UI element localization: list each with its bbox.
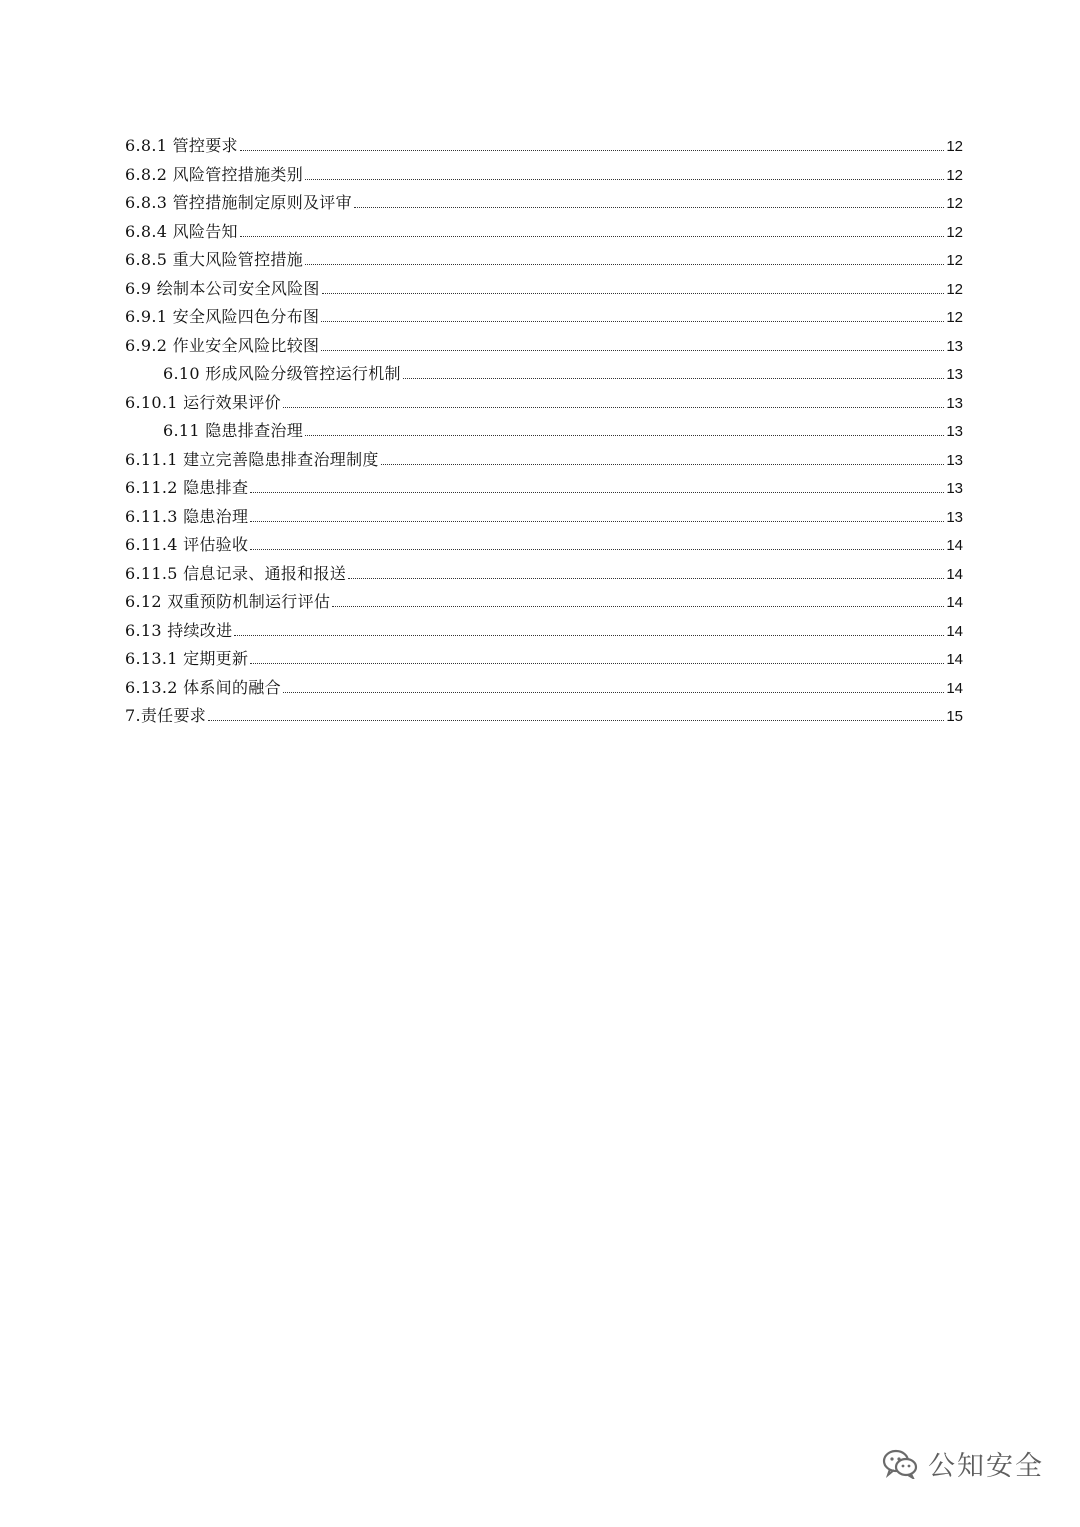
toc-entry-title: 6.11.2 隐患排查 [125, 478, 249, 497]
toc-leader-dots [250, 492, 944, 493]
toc-leader-dots [321, 350, 944, 351]
watermark-text: 公知安全 [928, 1451, 1044, 1482]
toc-entry-page: 12 [946, 252, 963, 269]
toc-entry-6-10-1[interactable] [125, 389, 963, 418]
toc-entry-page: 14 [946, 622, 963, 640]
toc-entry-page: 12 [946, 309, 963, 326]
toc-entry-page: 13 [946, 366, 963, 383]
toc-entry-6-10[interactable] [125, 360, 963, 389]
toc-entry-6-8-3[interactable] [125, 189, 963, 218]
toc-leader-dots [403, 378, 945, 379]
toc-leader-dots [250, 521, 944, 522]
toc-leader-dots [305, 264, 944, 265]
toc-entry-6-11-2[interactable] [125, 474, 963, 503]
toc-entry-6-8-4[interactable] [125, 218, 963, 247]
toc-entry-page: 13 [946, 508, 963, 526]
toc-entry-page: 14 [946, 594, 963, 611]
toc-leader-dots [305, 435, 944, 436]
toc-entry-title: 6.11 隐患排查治理 [163, 421, 304, 440]
toc-entry-title: 6.9.2 作业安全风险比较图 [125, 335, 320, 355]
toc-entry-6-11-1[interactable] [125, 446, 963, 475]
toc-entry-title: 6.11.3 隐患治理 [125, 506, 249, 526]
toc-entry-6-8-2[interactable] [125, 161, 963, 190]
toc-entry-title: 6.9 绘制本公司安全风险图 [125, 278, 320, 298]
toc-entry-title: 6.13 持续改进 [125, 620, 233, 640]
toc-entry-title: 6.8.5 重大风险管控措施 [125, 250, 303, 269]
toc-entry-title: 6.9.1 安全风险四色分布图 [125, 307, 320, 326]
toc-leader-dots [283, 407, 944, 408]
toc-entry-title: 6.11.5 信息记录、通报和报送 [125, 563, 347, 583]
toc-leader-dots [348, 578, 944, 579]
toc-entry-6-11[interactable] [125, 417, 963, 446]
toc-entry-page: 13 [946, 394, 963, 412]
toc-entry-page: 15 [946, 708, 963, 725]
toc-entry-page: 12 [946, 166, 963, 184]
toc-entry-6-8-5[interactable] [125, 246, 963, 275]
toc-entry-page: 12 [946, 138, 963, 155]
toc-entry-page: 12 [946, 195, 963, 212]
toc-leader-dots [381, 464, 945, 465]
toc-entry-title: 7.责任要求 [125, 706, 207, 725]
toc-entry-title: 6.8.1 管控要求 [125, 136, 238, 155]
wechat-icon [882, 1449, 918, 1479]
toc-entry-title: 6.10.1 运行效果评价 [125, 392, 281, 412]
toc-entry-page: 12 [946, 223, 963, 241]
toc-leader-dots [332, 606, 944, 607]
table-of-contents [125, 132, 963, 731]
toc-entry-6-13-1[interactable] [125, 645, 963, 674]
toc-entry-title: 6.11.4 评估验收 [125, 535, 249, 554]
toc-entry-6-9-1[interactable] [125, 303, 963, 332]
toc-entry-title: 6.8.4 风险告知 [125, 221, 238, 241]
toc-entry-title: 6.8.2 风险管控措施类别 [125, 164, 303, 184]
toc-leader-dots [354, 207, 944, 208]
toc-entry-7[interactable] [125, 702, 963, 731]
toc-entry-6-9[interactable] [125, 275, 963, 304]
toc-leader-dots [208, 720, 944, 721]
toc-entry-6-11-4[interactable] [125, 531, 963, 560]
toc-entry-page: 13 [946, 423, 963, 440]
toc-entry-title: 6.8.3 管控措施制定原则及评审 [125, 193, 352, 212]
toc-leader-dots [283, 692, 944, 693]
toc-entry-page: 14 [946, 565, 963, 583]
toc-entry-title: 6.11.1 建立完善隐患排查治理制度 [125, 449, 379, 469]
toc-leader-dots [240, 150, 945, 151]
toc-entry-page: 13 [946, 480, 963, 497]
toc-entry-title: 6.12 双重预防机制运行评估 [125, 592, 331, 611]
toc-entry-6-11-5[interactable] [125, 560, 963, 589]
toc-leader-dots [250, 663, 944, 664]
toc-entry-title: 6.10 形成风险分级管控运行机制 [163, 364, 401, 383]
toc-leader-dots [240, 236, 945, 237]
toc-entry-6-13-2[interactable] [125, 674, 963, 703]
toc-entry-title: 6.13.2 体系间的融合 [125, 677, 281, 697]
toc-leader-dots [321, 321, 944, 322]
toc-leader-dots [322, 293, 945, 294]
toc-entry-page: 14 [946, 537, 963, 554]
watermark [882, 1444, 1044, 1483]
toc-leader-dots [305, 179, 944, 180]
toc-entry-page: 14 [946, 679, 963, 697]
toc-entry-6-13[interactable] [125, 617, 963, 646]
toc-entry-page: 14 [946, 651, 963, 668]
toc-entry-page: 12 [946, 280, 963, 298]
toc-entry-6-9-2[interactable] [125, 332, 963, 361]
toc-entry-title: 6.13.1 定期更新 [125, 649, 249, 668]
toc-leader-dots [250, 549, 944, 550]
toc-entry-6-8-1[interactable] [125, 132, 963, 161]
toc-entry-page: 13 [946, 337, 963, 355]
toc-entry-page: 13 [946, 451, 963, 469]
toc-leader-dots [234, 635, 944, 636]
toc-entry-6-11-3[interactable] [125, 503, 963, 532]
toc-entry-6-12[interactable] [125, 588, 963, 617]
